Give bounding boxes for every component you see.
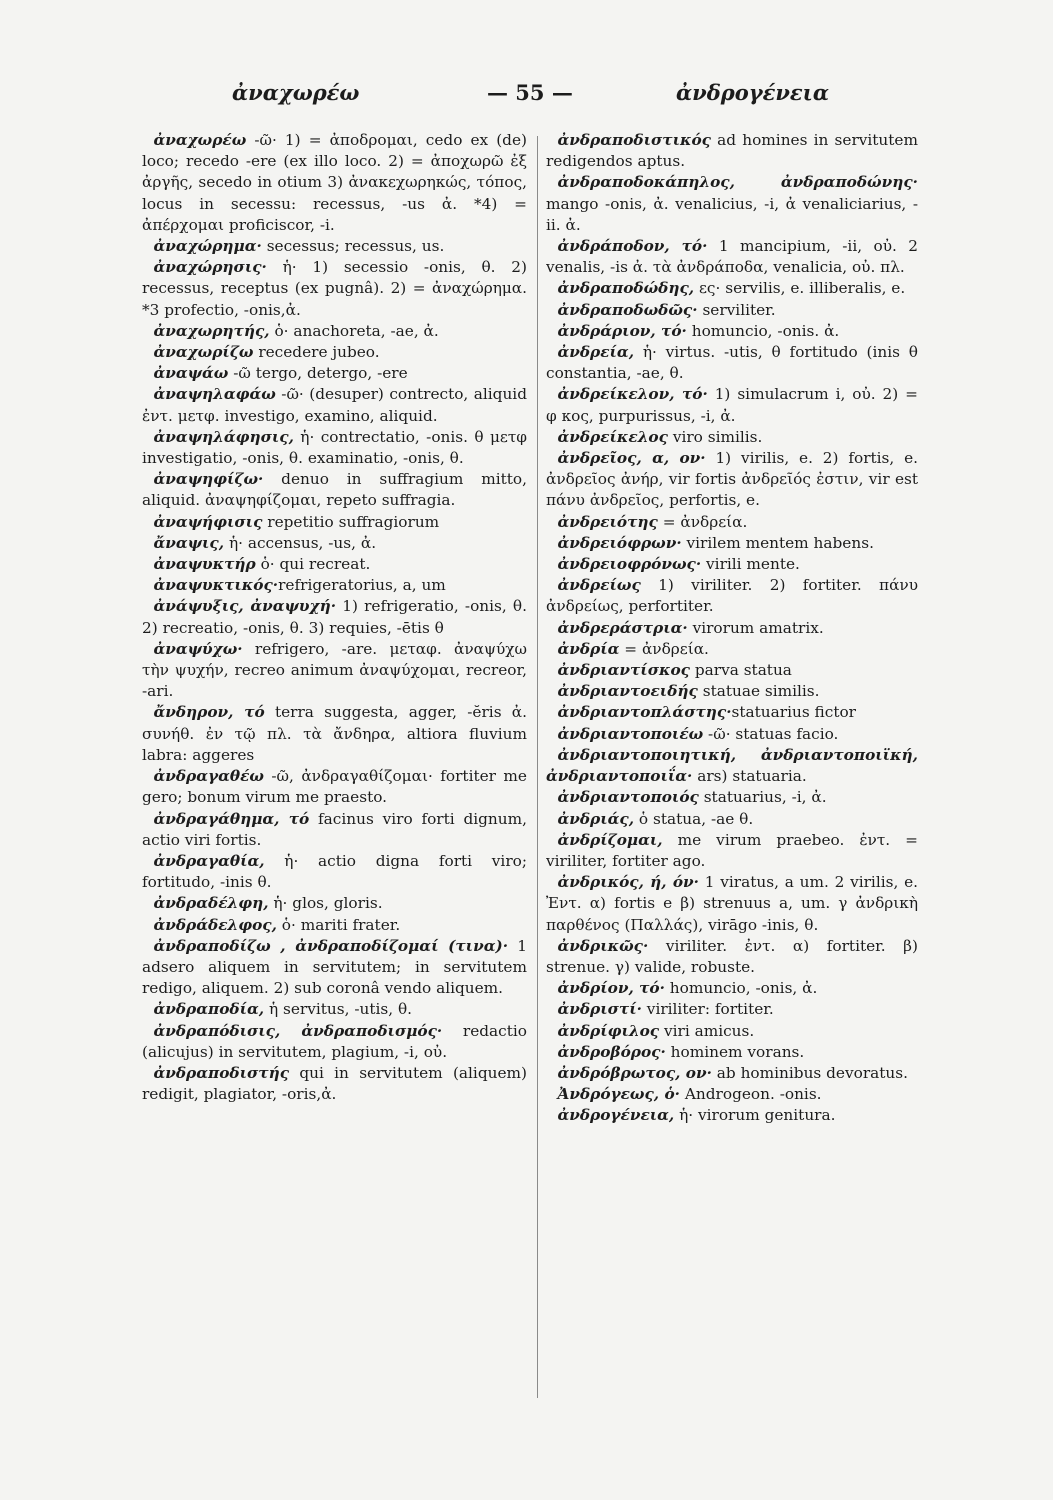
entry-definition: statuae similis. xyxy=(697,682,820,701)
running-head-last-word: ἀνδρογένεια xyxy=(676,80,829,105)
entry-definition: terra suggesta, agger, -ĕris ἀ. συνήθ. ἐν τῷ πλ. τὰ ἄνδηρα, altiora fluvium labra: aggeres xyxy=(142,703,527,764)
entry-definition: ars) statuaria. xyxy=(692,767,807,786)
dictionary-entry xyxy=(142,999,527,1020)
dictionary-entry xyxy=(546,639,918,660)
entry-headword: ἀνδριαντοπλάστης· xyxy=(557,703,732,722)
entry-headword: ἀναψήφισις xyxy=(153,512,263,531)
dictionary-entry xyxy=(142,893,527,914)
dictionary-entry xyxy=(546,172,918,236)
dictionary-entry xyxy=(546,830,918,872)
entry-definition: 1) viriliter. 2) fortiter. πάνυ ἀνδρείως, perfortiter. xyxy=(546,576,918,616)
entry-definition: ες· servilis, e. illiberalis, e. xyxy=(694,279,906,298)
entry-headword: ἀναψυκτήρ xyxy=(153,555,256,574)
dictionary-entry xyxy=(546,809,918,830)
entry-headword: ἀνδρικῶς· xyxy=(557,936,649,955)
dictionary-entry xyxy=(546,872,918,936)
dictionary-entry xyxy=(142,766,527,808)
right-column xyxy=(546,130,918,1440)
dictionary-entry xyxy=(142,236,527,257)
entry-headword: ἀναψηλαφάω xyxy=(153,385,276,404)
dictionary-entry xyxy=(546,618,918,639)
entry-definition: = ἀνδρεία. xyxy=(657,512,748,531)
entry-headword: ἀνδραποδίζω , ἀνδραποδίζομαί (τινα)· xyxy=(153,936,509,955)
entry-definition: secessus; recessus, us. xyxy=(261,237,445,256)
entry-definition: qui in servitutem (aliquem) redigit, plagiator, -oris,ἀ. xyxy=(142,1063,527,1104)
entry-definition: -ῶ· statuas facio. xyxy=(703,724,839,743)
dictionary-entry xyxy=(142,533,527,554)
entry-definition: serviliter. xyxy=(697,300,776,319)
dictionary-entry xyxy=(546,787,918,808)
dictionary-entry xyxy=(546,130,918,172)
entry-definition: mango -onis, ἀ. venalicius, -i, ἀ venaliciarius, -ii. ἀ. xyxy=(546,194,918,234)
dictionary-entry xyxy=(546,278,918,299)
entry-definition: ὁ· anachoreta, -ae, ἀ. xyxy=(269,321,439,340)
entry-headword: ἀναχωρέω xyxy=(153,131,247,149)
dictionary-entry xyxy=(142,1063,527,1105)
entry-definition: homuncio, -onis, ἀ. xyxy=(664,979,818,998)
entry-headword: ἀνδραπόδισις, ἀνδραποδισμός· xyxy=(153,1021,443,1040)
entry-definition: ὁ· qui recreat. xyxy=(255,555,371,574)
entry-definition: viri amicus. xyxy=(659,1021,755,1040)
entry-definition: -ῶ tergo, detergo, -ere xyxy=(228,364,408,383)
entry-headword: ἀνδριαντοποιητική, ἀνδριαντοποιϊκή, ἀνδριαντοποιΐα· xyxy=(546,745,918,786)
entry-headword: Ἀνδρόγεως, ὁ· xyxy=(557,1085,680,1104)
entry-definition: ἡ· virtus. -utis, θ fortitudo (inis θ constantia, -ae, θ. xyxy=(546,343,918,383)
entry-headword: ἀνδρίον, τό· xyxy=(557,979,665,998)
entry-definition: viro similis. xyxy=(667,427,763,446)
entry-headword: ἀνδρειότης xyxy=(557,512,658,531)
entry-headword: ἀνδραγαθέω xyxy=(153,767,264,786)
entry-headword: ἀνδρείκελος xyxy=(557,427,668,446)
entry-headword: ἀναψυκτικός· xyxy=(153,576,279,595)
dictionary-entry xyxy=(546,681,918,702)
page-number: — 55 — xyxy=(487,80,573,105)
dictionary-entry xyxy=(546,660,918,681)
entry-headword: ἀνδραποδωδῶς· xyxy=(557,300,698,319)
entry-definition: viriliter: fortiter. xyxy=(641,1000,774,1019)
entry-definition: 1 viratus, a um. 2 virilis, e. Ἐντ. α) fortis e β) strenuus a, um. γ ἀνδρικὴ παρθένος (Παλλάς), virāgo -inis, θ. xyxy=(546,873,918,934)
entry-headword: ἀναχώρησις· xyxy=(153,258,267,277)
dictionary-entry xyxy=(546,1105,918,1126)
entry-headword: ἀνδρικός, ή, όν· xyxy=(557,873,699,892)
entry-definition: statuarius, -i, ἀ. xyxy=(698,788,827,807)
dictionary-entry xyxy=(142,702,527,766)
dictionary-entry xyxy=(142,915,527,936)
entry-headword: ἀναχωρητής, xyxy=(153,321,270,340)
entry-definition: refrigeratorius, a, um xyxy=(278,576,446,595)
dictionary-entry xyxy=(142,384,527,426)
dictionary-entry xyxy=(546,575,918,617)
entry-headword: ἀνδρίφιλος xyxy=(557,1021,660,1040)
dictionary-entry xyxy=(142,363,527,384)
entry-definition: ὁ· mariti frater. xyxy=(276,915,401,934)
entry-headword: ἀνδρίζομαι, xyxy=(557,830,663,849)
dictionary-entry xyxy=(142,596,527,638)
entry-headword: ἀνδριαντίσκος xyxy=(557,661,690,680)
entry-headword: ἀνδρεράστρια· xyxy=(557,618,688,637)
entry-headword: ἀνδραγαθία, xyxy=(153,851,265,870)
entry-definition: virili mente. xyxy=(701,555,800,574)
entry-definition: -ῶ· (desuper) contrecto, aliquid ἐντ. μετφ. investigo, examino, aliquid. xyxy=(142,385,527,425)
entry-definition: refrigero, -are. μεταφ. ἀναψύχω τὴν ψυχήν, recreo animum ἀναψύχομαι, recreor, -ari. xyxy=(142,639,527,701)
dictionary-entry xyxy=(142,575,527,596)
column-divider xyxy=(537,136,538,1398)
entry-headword: ἀνδρειοφρόνως· xyxy=(557,555,702,574)
dictionary-entry xyxy=(142,936,527,1000)
entry-definition: homuncio, -onis. ἀ. xyxy=(686,321,840,340)
entry-definition: 1) refrigeratio, -onis, θ. 2) recreatio, -onis, θ. 3) requies, -ētis θ xyxy=(142,597,527,637)
dictionary-entry xyxy=(546,702,918,723)
entry-definition: 1) simulacrum i, οὐ. 2) = φ κος, purpurissus, -i, ἀ. xyxy=(546,385,918,425)
entry-definition: virilem mentem habens. xyxy=(681,533,874,552)
entry-headword: ἀνδρείκελον, τό· xyxy=(557,385,708,404)
dictionary-entry xyxy=(142,130,527,236)
entry-headword: ἀναψάω xyxy=(153,364,229,383)
entry-headword: ἀνδρεῖος, α, ον· xyxy=(557,449,706,468)
dictionary-entry xyxy=(142,554,527,575)
dictionary-entry xyxy=(546,427,918,448)
entry-headword: ἀνδραποδιστής xyxy=(153,1063,290,1082)
entry-definition: ἡ· 1) secessio -onis, θ. 2) recessus, receptus (ex pugnâ). 2) = ἀναχώρημα. *3 profectio, -onis,ἀ. xyxy=(142,258,527,319)
running-head-first-word: ἀναχωρέω xyxy=(232,80,360,105)
dictionary-entry xyxy=(546,978,918,999)
dictionary-entry xyxy=(546,936,918,978)
entry-definition: 1) virilis, e. 2) fortis, e. ἀνδρεῖος ἀνήρ, vir fortis ἀνδρεῖός ἐστιν, vir est πάνυ ἀνδρεῖος, perfortis, e. xyxy=(546,449,918,510)
entry-headword: ἀνδραδέλφη, xyxy=(153,894,269,913)
entry-headword: ἀνδρείως xyxy=(557,576,641,595)
dictionary-entry xyxy=(546,342,918,384)
entry-headword: ἀνδριαντοειδής xyxy=(557,682,698,701)
entry-definition: -ῶ· 1) = ἀποδρομαι, cedo ex (de) loco; recedo -ere (ex illo loco. 2) = ἀποχωρῶ ἐξ ἀργῆς, secedo in otium 3) ἀνακεχωρηκώς, τόπος, locus in secessu: recessus, -us ἀ. *4) = ἀπέρχομαι proficiscor, -i. xyxy=(142,131,527,234)
entry-headword: ἄναψις, xyxy=(153,533,225,552)
entry-definition: ἡ· virorum genitura. xyxy=(674,1106,836,1125)
entry-definition: ad homines in servitutem redigendos aptus. xyxy=(546,131,918,171)
entry-headword: ἀνδριάς, xyxy=(557,809,635,828)
entry-headword: ἀνδριαντοποιός xyxy=(557,788,699,807)
entry-headword: ἄνδηρον, τό xyxy=(153,703,265,722)
dictionary-entry xyxy=(546,745,918,787)
dictionary-entry xyxy=(546,384,918,426)
dictionary-entry xyxy=(546,533,918,554)
entry-definition: ab hominibus devoratus. xyxy=(711,1063,908,1082)
dictionary-entry xyxy=(546,724,918,745)
entry-headword: ἀνδρεία, xyxy=(557,343,635,362)
entry-headword: ἀναχώρημα· xyxy=(153,237,262,256)
entry-definition: me virum praebeo. ἐντ. = viriliter, fortiter ago. xyxy=(546,830,918,870)
entry-definition: ἡ servitus, -utis, θ. xyxy=(264,1000,413,1019)
entry-headword: ἀναψηφίζω· xyxy=(153,470,264,489)
entry-headword: ἀνδριαντοποιέω xyxy=(557,724,704,743)
entry-headword: ἀνδραποδοκάπηλος, ἀνδραποδώνης· xyxy=(557,173,918,192)
dictionary-entry xyxy=(546,1042,918,1063)
entry-definition: = ἀνδρεία. xyxy=(619,639,709,658)
entry-definition: 1 adsero aliquem in servitutem; in servitutem redigo, aliquem. 2) sub coronâ vendo aliquem. xyxy=(142,936,527,998)
entry-definition: 1 mancipium, -ii, οὐ. 2 venalis, -is ἀ. τὰ ἀνδράποδα, venalicia, οὐ. πλ. xyxy=(546,237,918,277)
dictionary-entry xyxy=(546,321,918,342)
entry-headword: ἀνδραποδώδης, xyxy=(557,279,695,298)
entry-headword: ἀνδρογένεια, xyxy=(557,1106,675,1125)
entry-definition: recedere jubeo. xyxy=(253,343,380,362)
entry-definition: ἡ· accensus, -us, ἀ. xyxy=(224,533,377,552)
entry-headword: ἀνδράριον, τό· xyxy=(557,321,687,340)
entry-headword: ἀνδράδελφος, xyxy=(153,915,277,934)
entry-headword: ἀνδρία xyxy=(557,639,620,658)
entry-headword: ἀνδραποδία, xyxy=(153,1000,265,1019)
entry-headword: ἀνδραποδιστικός xyxy=(557,131,711,149)
entry-headword: ἀναψηλάφησις, xyxy=(153,427,294,446)
entry-headword: ἀνδρειόφρων· xyxy=(557,533,682,552)
entry-definition: Androgeon. -onis. xyxy=(680,1085,822,1104)
entry-headword: ἀναψύχω· xyxy=(153,639,243,658)
entry-headword: ἀναχωρίζω xyxy=(153,343,254,362)
left-column xyxy=(142,130,527,1440)
dictionary-entry xyxy=(142,342,527,363)
entry-definition: ὁ statua, -ae θ. xyxy=(634,809,754,828)
entry-definition: ἡ· contrectatio, -onis. θ μετφ investigatio, -onis, θ. examinatio, -onis, θ. xyxy=(142,427,527,468)
dictionary-entry xyxy=(142,257,527,321)
dictionary-entry xyxy=(142,512,527,533)
dictionary-entry xyxy=(546,554,918,575)
entry-definition: ἡ· glos, gloris. xyxy=(268,894,383,913)
dictionary-entry xyxy=(546,1021,918,1042)
entry-headword: ἀνδράποδον, τό· xyxy=(557,237,708,256)
entry-definition: parva statua xyxy=(689,661,792,680)
dictionary-entry xyxy=(142,427,527,469)
dictionary-entry xyxy=(142,1021,527,1063)
dictionary-entry xyxy=(546,236,918,278)
entry-definition: ἡ· actio digna forti viro; fortitudo, -inis θ. xyxy=(142,851,527,892)
entry-headword: ἀνάψυξις, ἀναψυχή· xyxy=(153,597,337,616)
dictionary-entry xyxy=(142,851,527,893)
running-head xyxy=(0,80,1053,120)
entry-headword: ἀνδροβόρος· xyxy=(557,1042,666,1061)
dictionary-entry xyxy=(546,512,918,533)
dictionary-entry xyxy=(546,999,918,1020)
dictionary-entry xyxy=(546,1084,918,1105)
dictionary-entry xyxy=(546,1063,918,1084)
entry-headword: ἀνδριστί· xyxy=(557,1000,642,1019)
dictionary-entry xyxy=(546,448,918,512)
entry-definition: virorum amatrix. xyxy=(687,618,824,637)
dictionary-entry xyxy=(142,469,527,511)
dictionary-entry xyxy=(142,809,527,851)
entry-definition: hominem vorans. xyxy=(665,1042,805,1061)
dictionary-entry xyxy=(546,300,918,321)
entry-definition: facinus viro forti dignum, actio viri fortis. xyxy=(142,809,527,849)
entry-definition: -ῶ, ἀνδραγαθίζομαι· fortiter me gero; bonum virum me praesto. xyxy=(142,767,527,807)
dictionary-entry xyxy=(142,321,527,342)
entry-headword: ἀνδραγάθημα, τό xyxy=(153,809,310,828)
entry-definition: redactio (alicujus) in servitutem, plagium, -i, οὐ. xyxy=(142,1021,527,1061)
entry-headword: ἀνδρόβρωτος, ον· xyxy=(557,1063,712,1082)
entry-definition: repetitio suffragiorum xyxy=(262,512,440,531)
entry-definition: statuarius fictor xyxy=(731,703,856,722)
entry-definition: denuo in suffragium mitto, aliquid. ἀναψηφίζομαι, repeto suffragia. xyxy=(142,470,527,510)
dictionary-entry xyxy=(142,639,527,703)
entry-definition: viriliter. ἐντ. α) fortiter. β) strenue. γ) valide, robuste. xyxy=(546,936,918,976)
